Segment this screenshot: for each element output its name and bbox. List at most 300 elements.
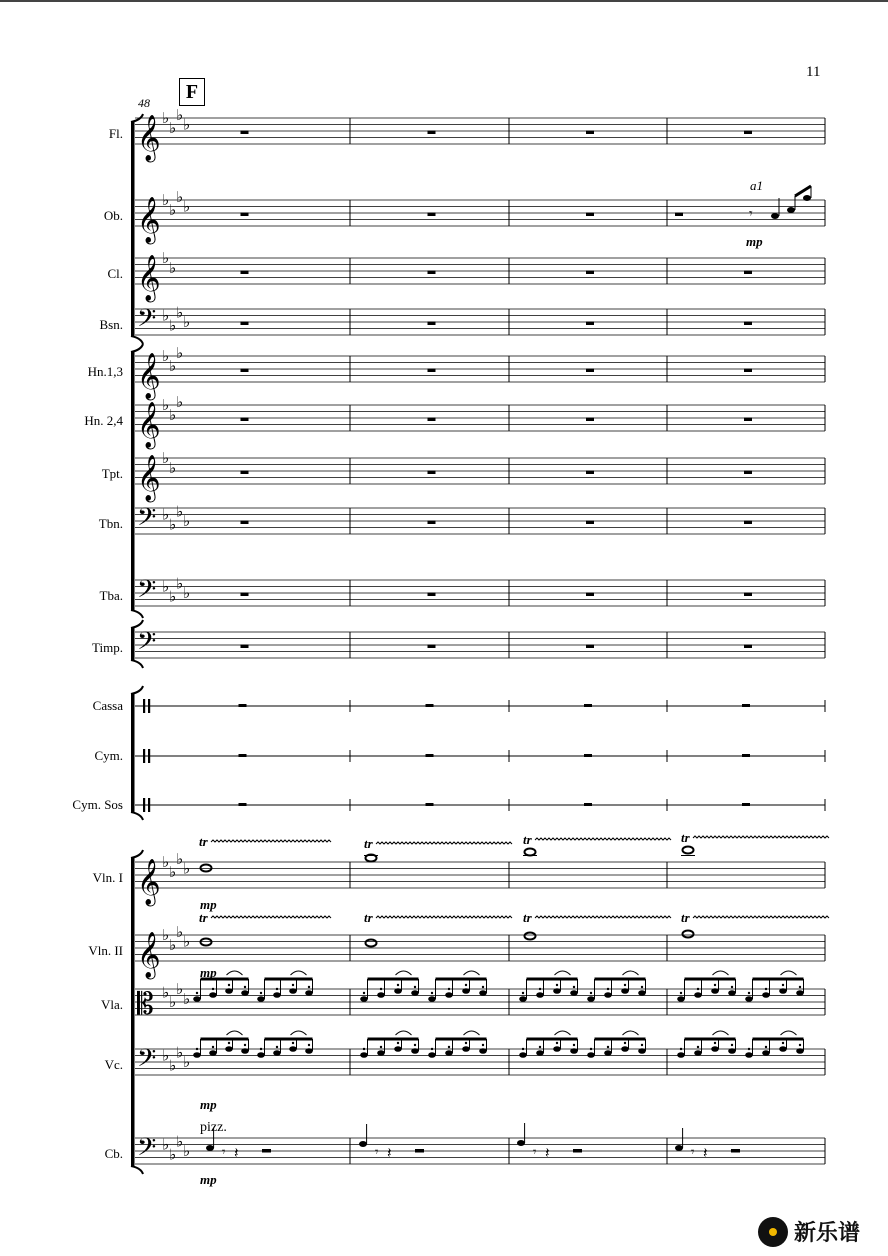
whole-rest-icon	[428, 645, 436, 649]
note-head	[517, 1140, 525, 1146]
staccato-dot	[465, 984, 467, 986]
half-rest-icon	[731, 1149, 740, 1153]
flat-icon: ♭	[176, 187, 184, 206]
flat-icon: ♭	[183, 1142, 191, 1160]
trill-wavy-line	[211, 916, 331, 918]
vinyl-disc-icon	[758, 1217, 788, 1247]
staccato-dot	[799, 986, 801, 988]
note-head	[257, 996, 265, 1002]
whole-rest-icon	[241, 471, 249, 475]
whole-rest-icon	[428, 418, 436, 422]
flat-icon: ♭	[162, 1046, 170, 1065]
staccato-dot	[573, 1044, 575, 1046]
whole-note	[366, 940, 377, 947]
note-head	[728, 1048, 736, 1054]
note-head	[209, 992, 217, 998]
note-head	[377, 992, 385, 998]
staccato-dot	[465, 1042, 467, 1044]
staccato-dot	[212, 988, 214, 990]
whole-rest-icon	[586, 369, 594, 373]
staccato-dot	[522, 1048, 524, 1050]
bass-clef-icon: 𝄢	[137, 575, 157, 610]
slur	[555, 1031, 571, 1035]
note-head	[536, 1050, 544, 1056]
staccato-dot	[308, 1044, 310, 1046]
slur	[227, 1031, 243, 1035]
note-head	[209, 1050, 217, 1056]
note-head	[206, 1145, 214, 1151]
staccato-dot	[363, 1048, 365, 1050]
whole-rest-icon	[241, 131, 249, 135]
flat-icon: ♭	[176, 1132, 184, 1151]
note-head	[479, 1048, 487, 1054]
staccato-dot	[748, 1048, 750, 1050]
slur	[396, 971, 412, 975]
instrument-label-vln2: Vln. II	[88, 943, 123, 958]
slur	[713, 971, 729, 975]
staccato-dot	[522, 992, 524, 994]
note-head	[289, 988, 297, 994]
staccato-dot	[260, 992, 262, 994]
whole-rest-icon	[241, 369, 249, 373]
staccato-dot	[556, 984, 558, 986]
whole-rest-icon	[744, 369, 752, 373]
staccato-dot	[397, 1042, 399, 1044]
instrument-label-cym: Cym.	[94, 748, 123, 763]
oboe-dynamic-mp: mp	[746, 234, 763, 249]
whole-rest-icon	[584, 754, 592, 757]
instrument-label-bsn: Bsn.	[99, 317, 123, 332]
staccato-dot	[380, 988, 382, 990]
whole-rest-icon	[586, 131, 594, 135]
whole-rest-icon	[239, 754, 247, 757]
flat-icon: ♭	[169, 1056, 177, 1075]
whole-rest-icon	[241, 271, 249, 275]
staccato-dot	[624, 984, 626, 986]
percussion-clef-icon	[143, 749, 145, 763]
flat-icon: ♭	[183, 989, 191, 1008]
staccato-dot	[748, 992, 750, 994]
flat-icon: ♭	[162, 396, 170, 414]
flat-icon: ♭	[169, 118, 177, 137]
note-head	[621, 1046, 629, 1052]
flat-icon: ♭	[162, 505, 170, 524]
bass-clef-icon: 𝄢	[137, 1044, 157, 1079]
staccato-dot	[680, 992, 682, 994]
trill-mark: tr	[681, 830, 690, 845]
note-head	[638, 990, 646, 996]
treble-clef-icon: 𝄞	[137, 455, 161, 501]
treble-clef-icon: 𝄞	[137, 353, 161, 399]
timpani-bracket	[131, 628, 135, 660]
eighth-rest-icon: 𝄾	[691, 1145, 695, 1160]
note-head	[787, 207, 795, 213]
staccato-dot	[714, 1042, 716, 1044]
bass-clef-icon: 𝄢	[137, 304, 157, 339]
half-rest-icon	[415, 1149, 424, 1153]
staccato-dot	[590, 992, 592, 994]
whole-rest-icon	[586, 645, 594, 649]
flat-icon: ♭	[162, 983, 170, 1002]
instrument-label-ob: Ob.	[103, 208, 123, 223]
note-head	[360, 996, 368, 1002]
note-head	[359, 1141, 367, 1147]
note-head	[360, 1052, 368, 1058]
whole-rest-icon	[426, 803, 434, 806]
flat-icon: ♭	[176, 392, 184, 411]
percussion-bracket-bottom-hook	[131, 812, 143, 820]
staccato-dot	[680, 1048, 682, 1050]
staccato-dot	[292, 1042, 294, 1044]
flat-icon: ♭	[169, 258, 177, 277]
slur	[396, 1031, 412, 1035]
instrument-label-vln1: Vln. I	[92, 870, 123, 885]
measure-number: 48	[138, 96, 150, 110]
whole-rest-icon	[586, 521, 594, 525]
staccato-dot	[765, 1046, 767, 1048]
bass-clef-icon: 𝄢	[137, 503, 157, 538]
trill-mark: tr	[199, 834, 208, 849]
watermark	[758, 1216, 860, 1247]
trill-mark: tr	[364, 836, 373, 851]
slur	[781, 1031, 797, 1035]
whole-note	[201, 865, 212, 872]
staccato-dot	[212, 1046, 214, 1048]
half-rest-icon	[675, 213, 683, 217]
whole-rest-icon	[428, 131, 436, 135]
whole-rest-icon	[239, 704, 247, 707]
note-head	[553, 988, 561, 994]
flat-icon: ♭	[169, 356, 177, 375]
staccato-dot	[482, 986, 484, 988]
note-head	[462, 1046, 470, 1052]
percussion-bracket	[131, 694, 135, 812]
note-head	[411, 990, 419, 996]
whole-rest-icon	[241, 521, 249, 525]
staccato-dot	[782, 984, 784, 986]
note-head	[428, 996, 436, 1002]
instrument-label-vla: Vla.	[100, 997, 123, 1012]
percussion-clef-icon	[148, 749, 150, 763]
note-head	[762, 992, 770, 998]
note-head	[638, 1048, 646, 1054]
eighth-rest-icon: 𝄾	[375, 1145, 379, 1160]
staccato-dot	[308, 986, 310, 988]
note-head	[621, 988, 629, 994]
note-head	[728, 990, 736, 996]
flat-icon: ♭	[176, 849, 184, 868]
staccato-dot	[731, 986, 733, 988]
whole-rest-icon	[241, 322, 249, 326]
trill-mark: tr	[681, 910, 690, 925]
staccato-dot	[782, 1042, 784, 1044]
watermark-text: 新乐谱	[794, 1221, 861, 1246]
note-head	[779, 988, 787, 994]
instrument-label-timp: Timp.	[92, 640, 123, 655]
trill-mark: tr	[523, 910, 532, 925]
whole-rest-icon	[428, 369, 436, 373]
trill-wavy-line	[535, 916, 671, 918]
instrument-label-vc: Vc.	[104, 1057, 123, 1072]
whole-rest-icon	[584, 704, 592, 707]
staccato-dot	[414, 1044, 416, 1046]
instrument-label-cassa: Cassa	[92, 698, 123, 713]
staccato-dot	[607, 988, 609, 990]
whole-note	[525, 933, 536, 940]
flat-icon: ♭	[176, 922, 184, 941]
whole-rest-icon	[744, 521, 752, 525]
note-head	[677, 1052, 685, 1058]
note-head	[803, 195, 811, 201]
flat-icon: ♭	[162, 109, 170, 127]
whole-rest-icon	[239, 803, 247, 806]
note-head	[796, 990, 804, 996]
note-head	[570, 1048, 578, 1054]
note-head	[225, 988, 233, 994]
staccato-dot	[276, 1046, 278, 1048]
whole-rest-icon	[426, 704, 434, 707]
note-head	[225, 1046, 233, 1052]
staccato-dot	[228, 984, 230, 986]
bass-clef-icon: 𝄢	[137, 627, 157, 662]
whole-rest-icon	[744, 593, 752, 597]
whole-rest-icon	[742, 754, 750, 757]
whole-note	[683, 931, 694, 938]
staccato-dot	[276, 988, 278, 990]
slur	[291, 1031, 307, 1035]
flat-icon: ♭	[169, 587, 177, 606]
whole-rest-icon	[744, 131, 752, 135]
flat-icon: ♭	[183, 512, 191, 530]
flat-icon: ♭	[162, 347, 170, 365]
flat-icon: ♭	[183, 313, 191, 331]
note-head	[536, 992, 544, 998]
slur	[623, 971, 639, 975]
flat-icon: ♭	[176, 1043, 184, 1062]
staccato-dot	[641, 1044, 643, 1046]
staccato-dot	[397, 984, 399, 986]
flat-icon: ♭	[162, 577, 170, 596]
staccato-dot	[196, 1048, 198, 1050]
staccato-dot	[731, 1044, 733, 1046]
slur	[464, 1031, 480, 1035]
whole-rest-icon	[742, 704, 750, 707]
flat-icon: ♭	[183, 932, 191, 951]
note-head	[305, 990, 313, 996]
staccato-dot	[697, 1046, 699, 1048]
flat-icon: ♭	[162, 926, 170, 944]
instrument-label-tba: Tba.	[99, 588, 123, 603]
note-head	[273, 992, 281, 998]
instrument-label-cb: Cb.	[104, 1146, 123, 1161]
staccato-dot	[228, 1042, 230, 1044]
staccato-dot	[380, 1046, 382, 1048]
note-head	[762, 1050, 770, 1056]
staccato-dot	[482, 1044, 484, 1046]
note-head	[604, 992, 612, 998]
note-head	[445, 1050, 453, 1056]
note-head	[411, 1048, 419, 1054]
trill-mark: tr	[523, 832, 532, 847]
slur	[464, 971, 480, 975]
vc-dynamic-mp: mp	[200, 1097, 217, 1112]
quarter-rest-icon: 𝄽	[545, 1144, 550, 1162]
note-head	[257, 1052, 265, 1058]
flat-icon: ♭	[176, 343, 184, 362]
trill-wavy-line	[693, 836, 829, 838]
flat-icon: ♭	[176, 574, 184, 593]
treble-clef-icon: 𝄞	[137, 932, 161, 978]
a1-marking: a1	[750, 178, 763, 193]
staccato-dot	[697, 988, 699, 990]
staccato-dot	[448, 988, 450, 990]
flat-icon: ♭	[169, 1145, 177, 1164]
brass-bracket-top-hook	[131, 344, 143, 352]
flat-icon: ♭	[176, 980, 184, 998]
flat-icon: ♭	[183, 859, 191, 878]
whole-rest-icon	[241, 645, 249, 649]
treble-clef-icon: 𝄞	[137, 402, 161, 448]
note-head	[796, 1048, 804, 1054]
flat-icon: ♭	[176, 502, 184, 521]
note-head	[604, 1050, 612, 1056]
whole-rest-icon	[586, 418, 594, 422]
whole-rest-icon	[744, 418, 752, 422]
whole-rest-icon	[586, 213, 594, 217]
note-head	[377, 1050, 385, 1056]
whole-rest-icon	[744, 271, 752, 275]
staccato-dot	[765, 988, 767, 990]
instrument-label-fl: Fl.	[108, 126, 123, 141]
slur	[227, 971, 243, 975]
whole-rest-icon	[428, 271, 436, 275]
staccato-dot	[244, 1044, 246, 1046]
note-head	[241, 990, 249, 996]
flat-icon: ♭	[169, 316, 177, 335]
note-head	[677, 996, 685, 1002]
vln2-dynamic-mp: mp	[200, 965, 217, 980]
slur	[713, 1031, 729, 1035]
flat-icon: ♭	[169, 862, 177, 881]
whole-rest-icon	[428, 213, 436, 217]
staccato-dot	[590, 1048, 592, 1050]
pizz-marking: pizz.	[200, 1120, 227, 1135]
note-head	[428, 1052, 436, 1058]
eighth-rest-icon: 𝄾	[222, 1145, 226, 1160]
note-head	[587, 996, 595, 1002]
brass-bracket-bottom-hook	[131, 610, 143, 618]
note-head	[771, 213, 779, 219]
treble-clef-icon: 𝄞	[137, 115, 161, 161]
trill-wavy-line	[376, 842, 512, 844]
percussion-clef-icon	[143, 798, 145, 812]
note-head	[193, 1052, 201, 1058]
note-head	[745, 1052, 753, 1058]
slur	[623, 1031, 639, 1035]
whole-rest-icon	[586, 322, 594, 326]
treble-clef-icon: 𝄞	[137, 859, 161, 905]
staccato-dot	[556, 1042, 558, 1044]
note-head	[305, 1048, 313, 1054]
staccato-dot	[448, 1046, 450, 1048]
flat-icon: ♭	[162, 449, 170, 467]
whole-rest-icon	[428, 593, 436, 597]
whole-rest-icon	[586, 593, 594, 597]
whole-rest-icon	[426, 754, 434, 757]
staccato-dot	[539, 1046, 541, 1048]
flat-icon: ♭	[183, 584, 191, 602]
whole-rest-icon	[428, 471, 436, 475]
note-head	[462, 988, 470, 994]
slur	[291, 971, 307, 975]
note-head	[394, 988, 402, 994]
note-head	[241, 1048, 249, 1054]
alto-clef-icon: 𝄡	[137, 987, 154, 1022]
note-head	[694, 992, 702, 998]
whole-rest-icon	[586, 271, 594, 275]
quarter-rest-icon: 𝄽	[703, 1144, 708, 1162]
note-head	[711, 1046, 719, 1052]
whole-rest-icon	[744, 322, 752, 326]
instrument-label-cymsos: Cym. Sos	[72, 797, 123, 812]
staccato-dot	[244, 986, 246, 988]
percussion-clef-icon	[143, 699, 145, 713]
note-head	[711, 988, 719, 994]
whole-rest-icon	[742, 803, 750, 806]
note-head	[519, 996, 527, 1002]
flat-icon: ♭	[162, 249, 170, 267]
staccato-dot	[799, 1044, 801, 1046]
woodwind-bracket	[131, 122, 135, 336]
note-head	[479, 990, 487, 996]
note-head	[553, 1046, 561, 1052]
flat-icon: ♭	[162, 1135, 170, 1154]
treble-clef-icon: 𝄞	[137, 255, 161, 301]
instrument-label-cl: Cl.	[107, 266, 123, 281]
flat-icon: ♭	[169, 405, 177, 424]
percussion-clef-icon	[148, 798, 150, 812]
flat-icon: ♭	[162, 191, 170, 209]
percussion-clef-icon	[148, 699, 150, 713]
whole-note	[201, 939, 212, 946]
trill-mark: tr	[364, 910, 373, 925]
staccato-dot	[573, 986, 575, 988]
note-head	[745, 996, 753, 1002]
flat-icon: ♭	[183, 197, 191, 216]
trill-wavy-line	[693, 916, 829, 918]
note-head	[289, 1046, 297, 1052]
trill-wavy-line	[535, 838, 671, 840]
flat-icon: ♭	[169, 458, 177, 477]
note-head	[445, 992, 453, 998]
quarter-rest-icon: 𝄽	[387, 1144, 392, 1162]
staccato-dot	[714, 984, 716, 986]
whole-rest-icon	[428, 521, 436, 525]
flat-icon: ♭	[169, 200, 177, 219]
treble-clef-icon: 𝄞	[137, 197, 161, 243]
bass-clef-icon: 𝄢	[137, 1133, 157, 1168]
staccato-dot	[292, 984, 294, 986]
quarter-rest-icon: 𝄽	[234, 1144, 239, 1162]
staccato-dot	[431, 1048, 433, 1050]
slur	[555, 971, 571, 975]
note-head	[519, 1052, 527, 1058]
eighth-rest-icon: 𝄾	[749, 206, 753, 222]
instrument-label-hn24: Hn. 2,4	[84, 413, 123, 428]
whole-rest-icon	[428, 322, 436, 326]
staccato-dot	[414, 986, 416, 988]
vln1-dynamic-mp: mp	[200, 897, 217, 912]
